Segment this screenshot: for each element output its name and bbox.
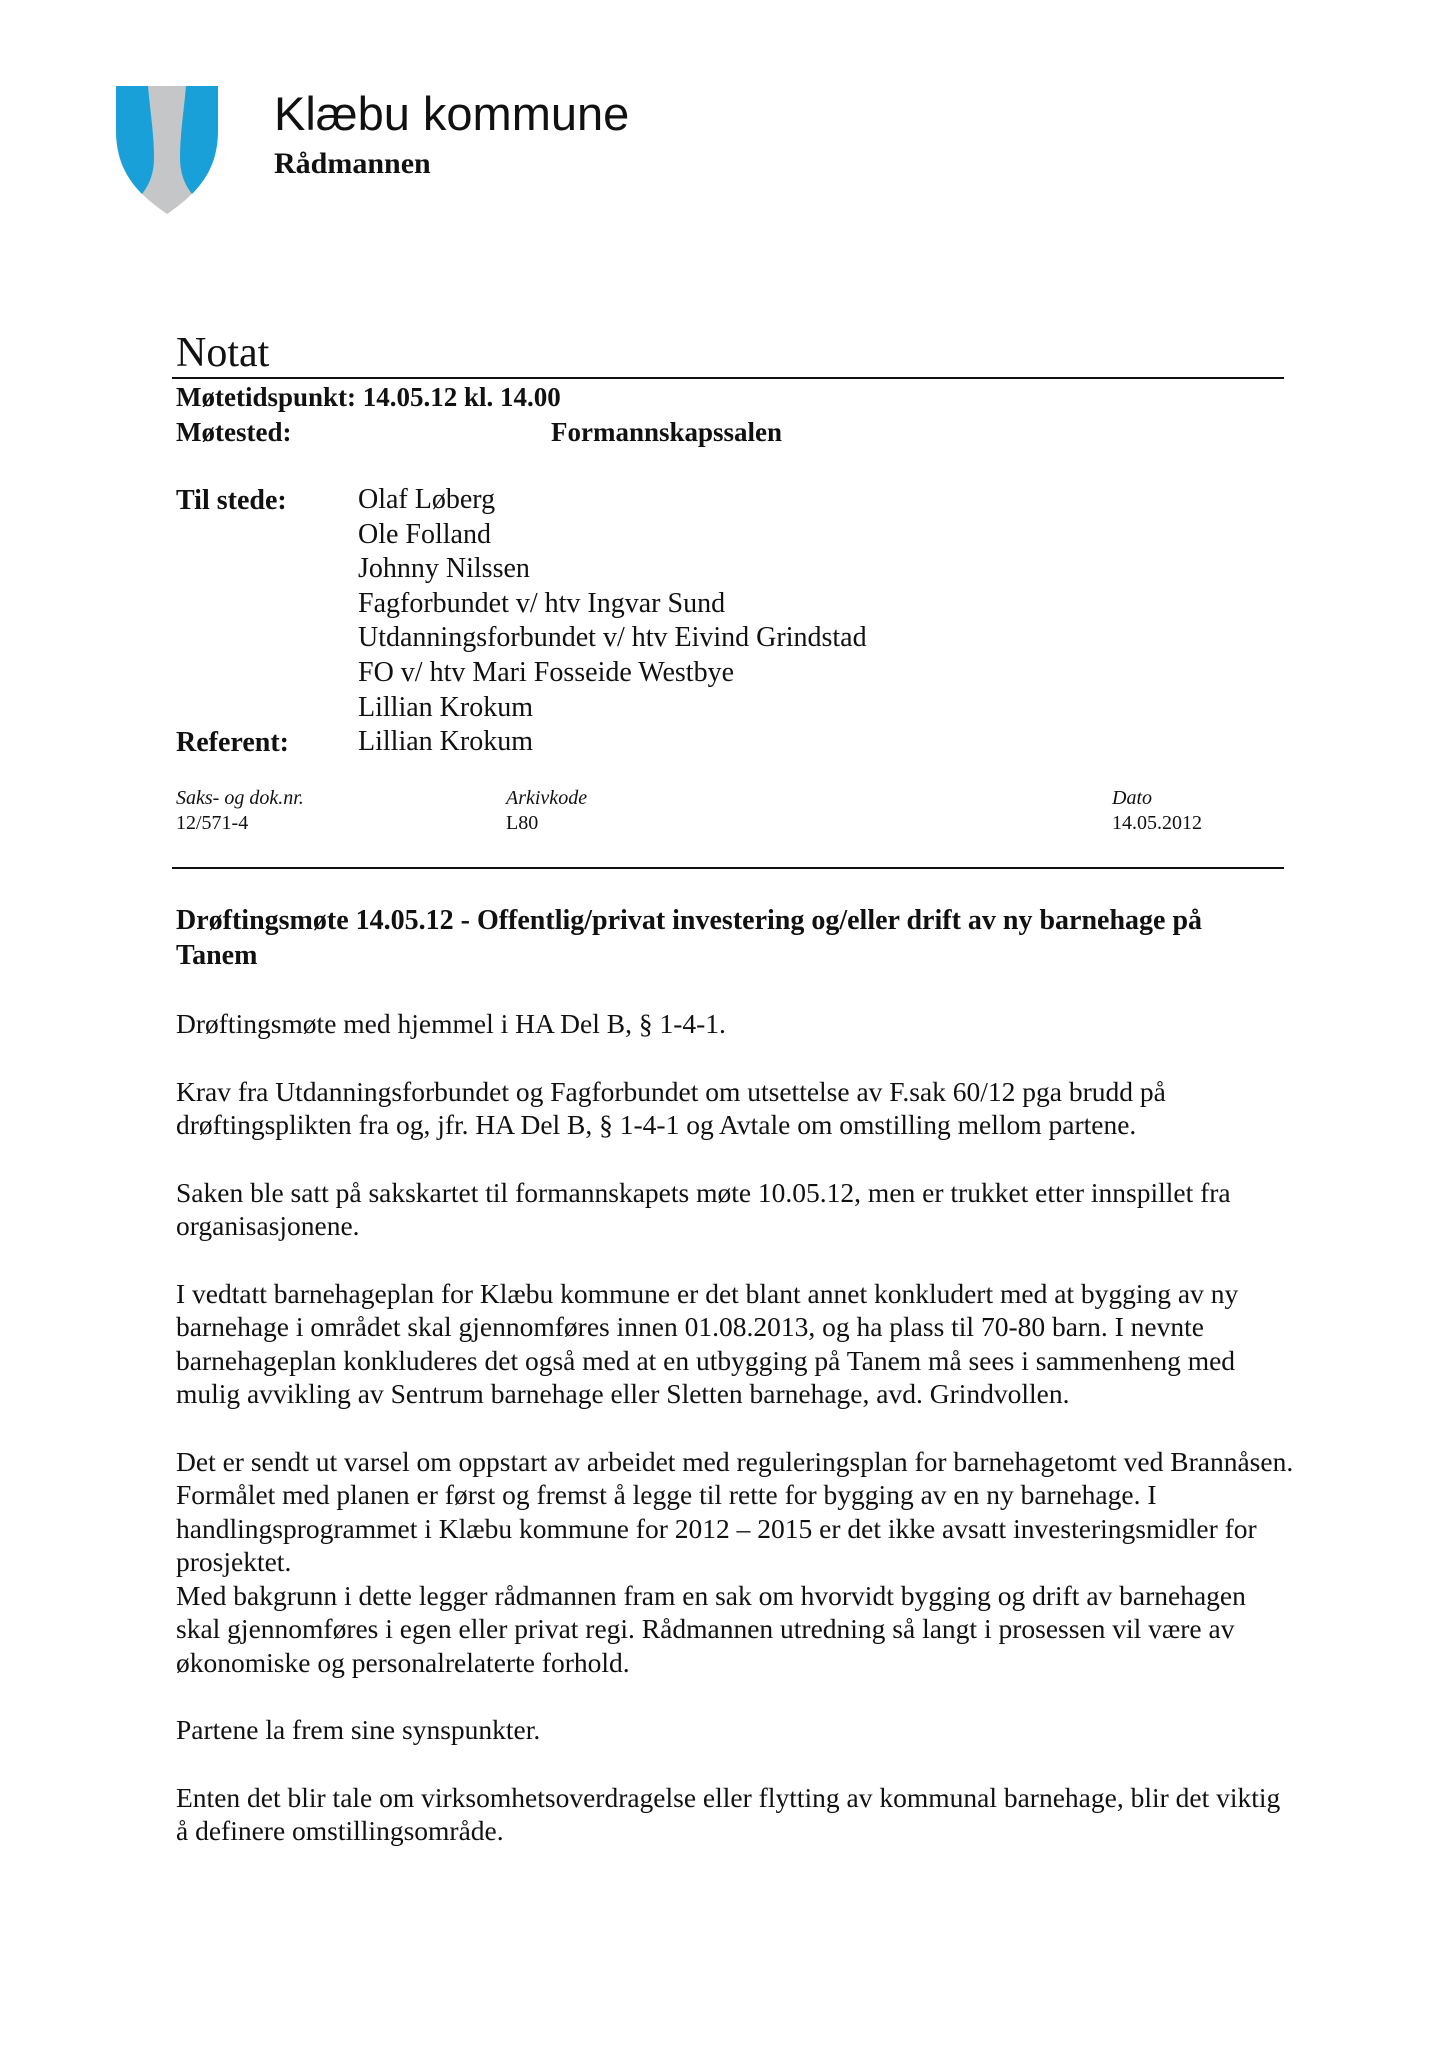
case-number-value: 12/571-4 (176, 812, 249, 834)
body-paragraph: Krav fra Utdanningsforbundet og Fagforbundet om utsettelse av F.sak 60/12 pga brudd på drøftingsplikten fra og, jfr. HA Del B, § 1-4-1 og Avtale om omstilling mellom partene. (176, 1075, 1166, 1140)
org-unit: Rådmannen (274, 147, 431, 180)
title-divider (172, 377, 1284, 379)
meeting-place (176, 415, 783, 449)
meeting-place-value: Formannskapssalen (551, 417, 783, 447)
attendee: Ole Folland (358, 518, 491, 550)
body-paragraph: Saken ble satt på sakskartet til formannskapets møte 10.05.12, men er trukket etter innspillet fra organisasjonene. (176, 1176, 1231, 1241)
body-paragraph: Det er sendt ut varsel om oppstart av arbeidet med reguleringsplan for barnehagetomt ved Brannåsen. Formålet med planen er først og fremst å legge til rette for bygging av en ny barnehage. I handlingsprogrammet i Klæbu kommune for 2012 – 2015 er det ikke avsatt investeringsmidler for prosjektet. (176, 1445, 1294, 1577)
meta-divider (172, 867, 1284, 869)
date-value: 14.05.2012 (1112, 812, 1202, 834)
document-title: Notat (176, 330, 270, 376)
attendee: Utdanningsforbundet v/ htv Eivind Grindstad (358, 622, 867, 654)
case-number-label: Saks- og dok.nr. (176, 787, 304, 809)
meeting-place-label: Møtested: (176, 417, 292, 447)
meeting-time: Møtetidspunkt: 14.05.12 kl. 14.00 (176, 382, 561, 412)
body-paragraph: I vedtatt barnehageplan for Klæbu kommune er det blant annet konkludert med at bygging av ny barnehage i området skal gjennomføres innen 01.08.2013, og ha plass til 70-80 barn. I nevnte barnehageplan konkluderes det også med at en utbygging på Tanem må sees i sammenheng med mulig avvikling av Sentrum barnehage eller Sletten barnehage, avd. Grindvollen. (176, 1277, 1239, 1409)
attendee: Johnny Nilssen (358, 553, 530, 585)
archive-code-value: L80 (506, 812, 539, 834)
present-label: Til stede: (176, 485, 287, 516)
attendee: Lillian Krokum (358, 691, 533, 723)
referent-label: Referent: (176, 727, 289, 758)
document-body (176, 1007, 1296, 1882)
body-paragraph: Drøftingsmøte med hjemmel i HA Del B, § 1-4-1. (176, 1008, 726, 1039)
logo-shape-left (116, 86, 154, 194)
org-name: Klæbu kommune (274, 87, 630, 140)
attendee-list (358, 483, 867, 760)
archive-code-label: Arkivkode (506, 787, 588, 809)
body-paragraph: Enten det blir tale om virksomhetsoverdragelse eller flytting av kommunal barnehage, blir det viktig å definere omstillingsområde. (176, 1781, 1281, 1846)
attendee: Fagforbundet v/ htv Ingvar Sund (358, 587, 726, 619)
body-paragraph: Med bakgrunn i dette legger rådmannen fram en sak om hvorvidt bygging og drift av barnehagen skal gjennomføres i egen eller privat regi. Rådmannen utredning så langt i prosessen vil være av økonomiske og personalrelaterte forhold. (176, 1579, 1246, 1678)
date-label: Dato (1112, 787, 1152, 809)
attendee: Olaf Løberg (358, 484, 496, 515)
referent-name: Lillian Krokum (358, 726, 533, 758)
attendee: FO v/ htv Mari Fosseide Westbye (358, 656, 734, 688)
logo-shape-right (180, 86, 218, 194)
document-subject: Drøftingsmøte 14.05.12 - Offentlig/privat investering og/eller drift av ny barnehage på Tanem (176, 905, 1203, 971)
body-paragraph: Partene la frem sine synspunkter. (176, 1714, 541, 1745)
municipality-logo (114, 86, 220, 214)
